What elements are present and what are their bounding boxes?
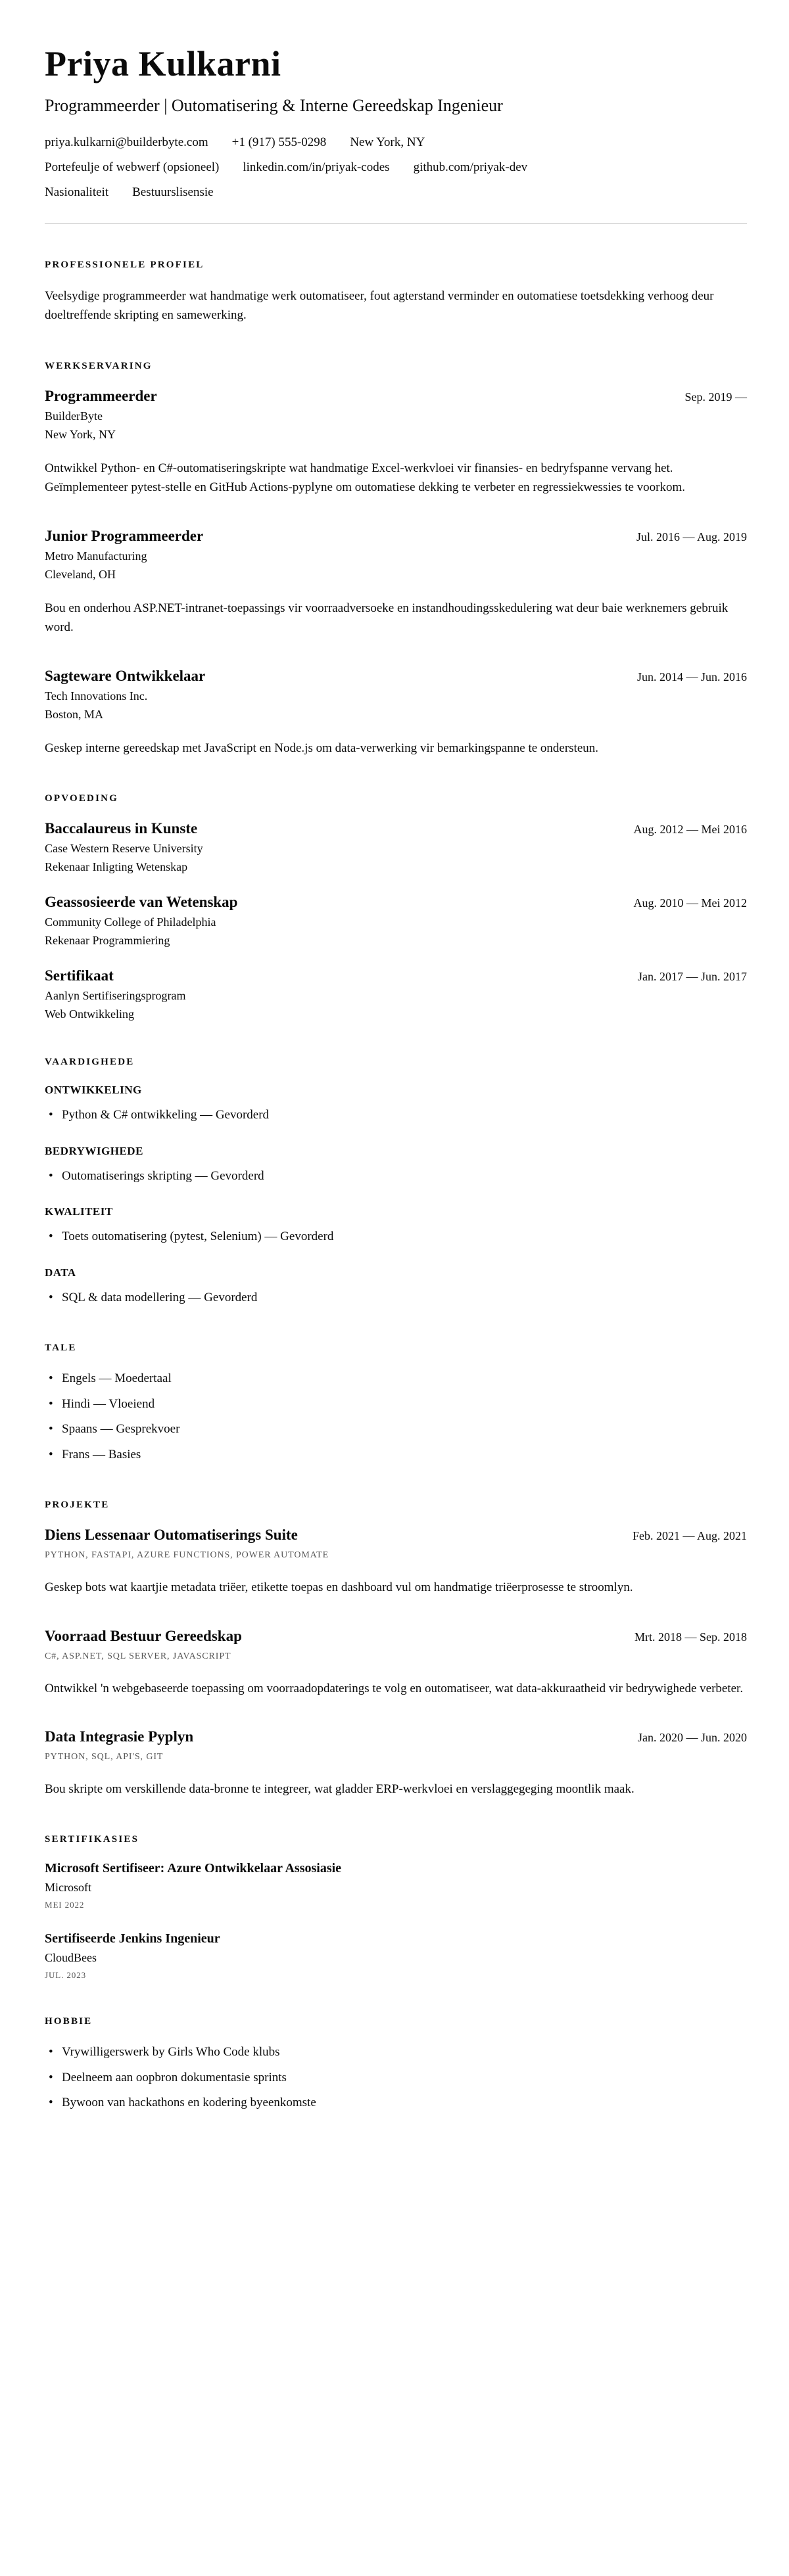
school-name: Aanlyn Sertifiseringsprogram (45, 989, 186, 1003)
contact-row-2 (45, 160, 747, 175)
school-name: Community College of Philadelphia (45, 915, 216, 929)
skill-group-heading: BEDRYWIGHEDE (45, 1144, 143, 1157)
entry-head (45, 528, 747, 545)
education-section (45, 793, 747, 1021)
contact-license: Bestuurslisensie (132, 185, 214, 199)
hobby-item: • Deelneem aan oopbron dokumentasie sprints (45, 2069, 747, 2088)
entry-title: Programmeerder (45, 387, 157, 404)
skill-group-heading: DATA (45, 1266, 76, 1279)
project-date: Feb. 2021 — Aug. 2021 (632, 1529, 747, 1543)
languages-section (45, 1343, 747, 1464)
experience-section (45, 361, 747, 758)
contact-phone: +1 (917) 555-0298 (231, 135, 327, 149)
section-heading: PROJEKTE (45, 1500, 110, 1511)
project-date: Mrt. 2018 — Sep. 2018 (634, 1630, 747, 1644)
project-tech: C#, ASP.NET, SQL SERVER, JAVASCRIPT (45, 1651, 231, 1661)
cert-date: JUL. 2023 (45, 1970, 86, 1981)
entry-head (45, 1527, 747, 1544)
hobbies-section (45, 2016, 747, 2113)
project-tech: PYTHON, FASTAPI, AZURE FUNCTIONS, POWER AUTOMATE (45, 1550, 329, 1561)
hobby-item: • Bywoon van hackathons en kodering byeenkomste (45, 2094, 747, 2113)
profile-text: Veelsydige programmeerder wat handmatige werk outomatiseer, fout agterstand verminder en outomatiese toetsdekking verhoog deur doeltreffende skripting en samewerking. (45, 289, 714, 323)
entry-head (45, 894, 747, 911)
field-of-study: Rekenaar Inligting Wetenskap (45, 860, 188, 874)
skill-list (45, 1106, 747, 1125)
section-heading: PROFESSIONELE PROFIEL (45, 260, 204, 270)
language-item: • Spaans — Gesprekvoer (45, 1420, 747, 1439)
entry-head (45, 1628, 747, 1645)
entry-company: Tech Innovations Inc. (45, 689, 148, 702)
section-heading: OPVOEDING (45, 793, 119, 804)
cert-date: MEI 2022 (45, 1900, 85, 1910)
project-description: Ontwikkel 'n webgebaseerde toepassing om voorraadopdaterings te volg en outomatiseer, wat data-akkuraatheid vir bedrywighede verbeter. (45, 1681, 744, 1695)
entry-date: Aug. 2010 — Mei 2012 (633, 896, 747, 910)
cert-title: Sertifiseerde Jenkins Ingenieur (45, 1931, 220, 1946)
entry-date: Aug. 2012 — Mei 2016 (633, 823, 747, 837)
person-name: Priya Kulkarni (45, 44, 281, 83)
skill-group-heading: KWALITEIT (45, 1205, 113, 1218)
contact-linkedin: linkedin.com/in/priyak-codes (243, 160, 390, 174)
project-title: Diens Lessenaar Outomatiserings Suite (45, 1527, 298, 1544)
entry-head (45, 967, 747, 984)
entry-title: Baccalaureus in Kunste (45, 820, 198, 837)
section-heading: HOBBIE (45, 2016, 93, 2027)
skill-item: • Python & C# ontwikkeling — Gevorderd (45, 1106, 747, 1125)
section-heading: WERKSERVARING (45, 360, 153, 371)
skill-list (45, 1167, 747, 1186)
section-heading: TALE (45, 1343, 77, 1354)
education-entry (45, 820, 747, 874)
skill-group (45, 1084, 747, 1125)
skills-section (45, 1057, 747, 1307)
entry-location: New York, NY (45, 427, 116, 441)
entry-location: Boston, MA (45, 707, 104, 721)
entry-company: BuilderByte (45, 409, 103, 423)
project-entry (45, 1527, 747, 1597)
education-entry (45, 967, 747, 1021)
skill-item: • Outomatiserings skripting — Gevorderd (45, 1167, 747, 1186)
education-entry (45, 894, 747, 948)
entry-title: Sagteware Ontwikkelaar (45, 667, 206, 684)
entry-company: Metro Manufacturing (45, 549, 147, 563)
skill-item: • SQL & data modellering — Gevorderd (45, 1289, 747, 1308)
skill-list (45, 1289, 747, 1308)
section-heading: SERTIFIKASIES (45, 1834, 139, 1845)
cert-issuer: Microsoft (45, 1881, 91, 1895)
contact-portfolio: Portefeulje of webwerf (opsioneel) (45, 160, 220, 174)
entry-head (45, 668, 747, 685)
skill-group (45, 1145, 747, 1186)
contact-row-3 (45, 185, 747, 200)
entry-date: Sep. 2019 — (684, 390, 747, 403)
language-item: • Frans — Basies (45, 1446, 747, 1465)
contact-row-1 (45, 135, 747, 150)
project-description: Geskep bots wat kaartjie metadata triëer, etikette toepas en dashboard vul om handmatige triëerprosesse te stroomlyn. (45, 1580, 633, 1595)
field-of-study: Web Ontwikkeling (45, 1007, 135, 1021)
experience-entry (45, 388, 747, 497)
entry-title: Sertifikaat (45, 967, 114, 984)
project-title: Voorraad Bestuur Gereedskap (45, 1627, 242, 1644)
certification-entry (45, 1931, 747, 1981)
entry-description: Geskep interne gereedskap met JavaScript en Node.js om data-verwerking vir bemarkingspanne te ondersteun. (45, 741, 599, 755)
project-description: Bou skripte om verskillende data-bronne te integreer, wat gladder ERP-werkvloei en verslaggegeging moontlik maak. (45, 1782, 634, 1796)
projects-section (45, 1500, 747, 1799)
field-of-study: Rekenaar Programmiering (45, 934, 170, 948)
skill-group-heading: ONTWIKKELING (45, 1084, 142, 1097)
skill-item: • Toets outomatisering (pytest, Selenium) — Gevorderd (45, 1228, 747, 1247)
contact-github: github.com/priyak-dev (413, 160, 528, 174)
language-item: • Hindi — Vloeiend (45, 1395, 747, 1414)
experience-entry (45, 528, 747, 637)
entry-head (45, 388, 747, 405)
project-tech: PYTHON, SQL, API'S, GIT (45, 1751, 164, 1762)
entry-title: Junior Programmeerder (45, 527, 204, 544)
entry-date: Jul. 2016 — Aug. 2019 (636, 530, 747, 543)
certification-entry (45, 1861, 747, 1910)
experience-entry (45, 668, 747, 758)
header-divider (45, 223, 747, 224)
entry-date: Jan. 2017 — Jun. 2017 (638, 970, 747, 984)
language-item: • Engels — Moedertaal (45, 1369, 747, 1389)
certifications-section (45, 1834, 747, 1981)
section-heading: VAARDIGHEDE (45, 1057, 135, 1068)
language-list (45, 1369, 747, 1464)
entry-description: Bou en onderhou ASP.NET-intranet-toepassings vir voorraadversoeke en instandhoudingsskedulering wat deur baie werknemers gebruik word. (45, 601, 729, 635)
project-entry (45, 1628, 747, 1698)
entry-title: Geassosieerde van Wetenskap (45, 894, 238, 911)
resume-header (45, 43, 747, 224)
project-title: Data Integrasie Pyplyn (45, 1728, 194, 1745)
project-entry (45, 1728, 747, 1799)
skill-group (45, 1266, 747, 1308)
cert-title: Microsoft Sertifiseer: Azure Ontwikkelaar Assosiasie (45, 1861, 342, 1876)
skill-group (45, 1205, 747, 1247)
profile-section (45, 260, 747, 325)
skill-list (45, 1228, 747, 1247)
contact-email: priya.kulkarni@builderbyte.com (45, 135, 208, 149)
contact-nationality: Nasionaliteit (45, 185, 109, 199)
hobby-list (45, 2043, 747, 2113)
project-date: Jan. 2020 — Jun. 2020 (638, 1730, 747, 1744)
cert-issuer: CloudBees (45, 1951, 97, 1965)
entry-head (45, 1728, 747, 1745)
contact-location: New York, NY (350, 135, 425, 149)
school-name: Case Western Reserve University (45, 842, 203, 856)
entry-location: Cleveland, OH (45, 567, 116, 581)
job-title: Programmeerder | Outomatisering & Interne Gereedskap Ingenieur (45, 96, 503, 115)
entry-description: Ontwikkel Python- en C#-outomatiseringskripte wat handmatige Excel-werkvloei vir finansies- en bedryfspanne vervang het. Geïmplementeer pytest-stelle en GitHub Actions-pyplyne om outomatiese dekking te verbeter en regressiekwessies te voorkom. (45, 461, 686, 495)
entry-date: Jun. 2014 — Jun. 2016 (636, 670, 747, 683)
hobby-item: • Vrywilligerswerk by Girls Who Code klubs (45, 2043, 747, 2062)
entry-head (45, 820, 747, 837)
